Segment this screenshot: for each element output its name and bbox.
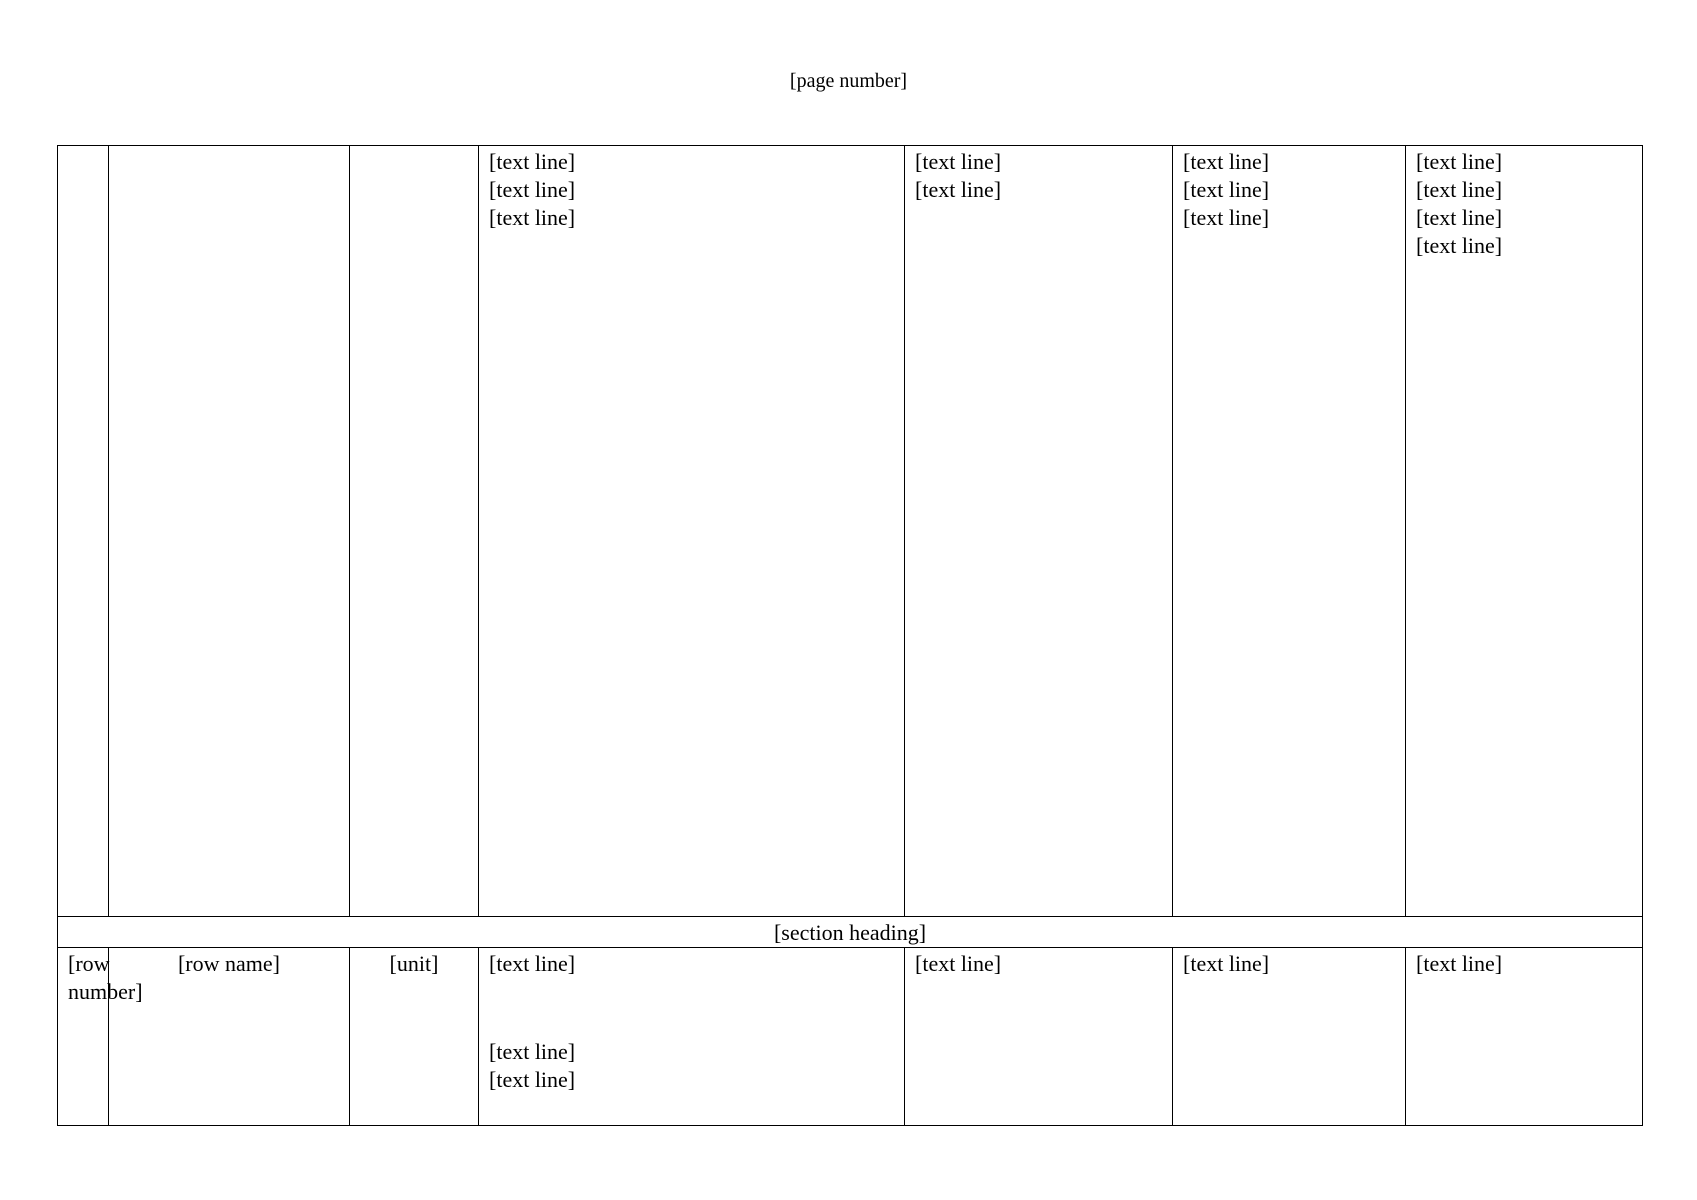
schedule-line: [text line] [1416, 177, 1503, 202]
formula-line: [text line] [489, 205, 576, 230]
formula-line: [text line] [489, 149, 576, 174]
formula-where: [text line] [489, 1039, 576, 1064]
schedule-line: [text line] [1416, 149, 1503, 174]
formula-cell [479, 146, 905, 917]
formula-tail: [text line] [489, 1067, 576, 1092]
source-cell [1173, 146, 1406, 917]
unit-value: [unit] [350, 948, 479, 1126]
description-line: [text line] [915, 177, 1002, 202]
row-number: [row number] [58, 948, 109, 1126]
indicators-table [57, 145, 1643, 1126]
source-line: [text line] [1183, 177, 1270, 202]
source-line: [text line] [1183, 205, 1270, 230]
table-row [58, 948, 1643, 1126]
source-cell: [text line] [1173, 948, 1406, 1126]
schedule-line: [text line] [1416, 205, 1503, 230]
schedule-cell: [text line] [1406, 948, 1643, 1126]
description-cell: [text line] [905, 948, 1173, 1126]
formula-line: [text line] [489, 177, 576, 202]
section-heading: [section heading] [58, 917, 1643, 948]
table-row [58, 146, 1643, 917]
section-heading-row [58, 917, 1643, 948]
name-cell [109, 146, 350, 917]
number-cell [58, 146, 109, 917]
schedule-line: [text line] [1416, 233, 1503, 258]
indicator-name: [row name] [109, 948, 350, 1126]
formula-cell [479, 948, 905, 1126]
page-number: [page number] [789, 70, 908, 92]
description-cell [905, 146, 1173, 917]
source-line: [text line] [1183, 149, 1270, 174]
description-line: [text line] [915, 149, 1002, 174]
schedule-cell [1406, 146, 1643, 917]
formula-image [489, 978, 894, 1038]
unit-cell [350, 146, 479, 917]
formula-intro: [text line] [489, 951, 576, 976]
